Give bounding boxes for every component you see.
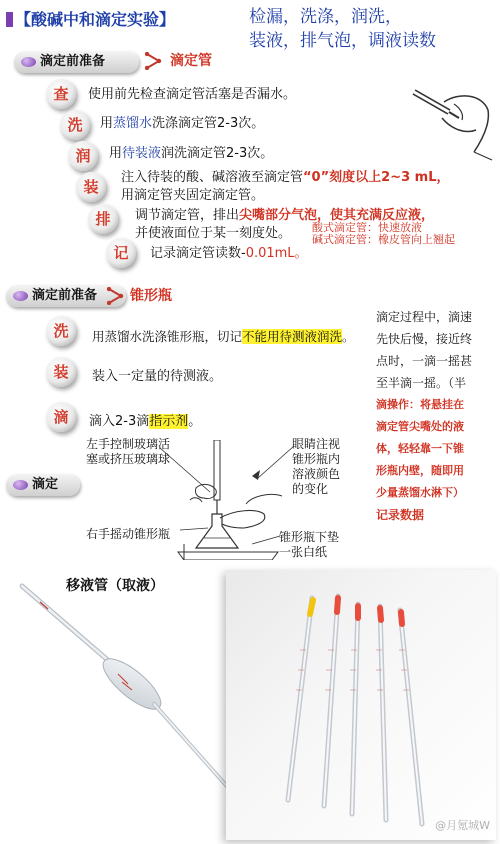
tip-bold-line: 少量蒸馏水淋下） bbox=[376, 486, 464, 499]
step-check-text: 使用前先检查滴定管活塞是否漏水。 bbox=[88, 87, 297, 102]
badge-check: 查 bbox=[46, 79, 76, 109]
step-flask-fill-text: 装入一定量的待测液。 bbox=[92, 369, 223, 384]
step-bubbles-line-1: 调节滴定管，排出尖嘴部分气泡，使其充满反应液， bbox=[135, 208, 435, 223]
burette-hand-illustration bbox=[404, 82, 494, 162]
section-pill-burette-prep: 滴定前准备 bbox=[14, 51, 139, 73]
tip-line: 至半滴一摇。（半 bbox=[376, 376, 467, 390]
tip-bold-line: 滴定管尖嘴处的液 bbox=[376, 420, 464, 433]
badge-rinse: 润 bbox=[68, 141, 98, 171]
branch-icon bbox=[107, 287, 129, 305]
diagram-label-white-paper: 锥形瓶下垫 一张白纸 bbox=[279, 530, 340, 559]
tag-burette: 滴定管 bbox=[170, 53, 212, 69]
note-acid-burette: 酸式滴定管：快速放液 bbox=[312, 221, 422, 234]
badge-wash: 洗 bbox=[60, 110, 90, 140]
diagram-label-left-hand: 左手控制玻璃活 塞或挤压玻璃球 bbox=[86, 437, 171, 466]
section-pill-titration: 滴定 bbox=[6, 474, 80, 496]
step-record-text: 记录滴定管读数-0.01mL。 bbox=[150, 246, 308, 261]
section-pill-flask-prep: 滴定前准备 bbox=[6, 285, 126, 307]
tip-line: 滴定过程中，滴速 bbox=[376, 310, 473, 324]
tip-bold-line: 滴操作：将悬挂在 bbox=[376, 398, 464, 411]
steps-line-1: 检漏，洗涤，润洗， bbox=[249, 7, 402, 27]
note-base-burette: 碱式滴定管：橡皮管向上翘起 bbox=[312, 233, 455, 246]
step-indicator-text: 滴入2-3滴指示剂。 bbox=[89, 414, 202, 429]
badge-fill: 装 bbox=[76, 172, 106, 202]
pipettes-icon bbox=[226, 570, 496, 840]
title-marker bbox=[6, 12, 13, 27]
tip-line: 先快后慢，接近终 bbox=[376, 332, 473, 346]
tip-bold-line: 形瓶内壁，随即用 bbox=[376, 464, 464, 477]
step-fill-line-2: 用滴定管夹固定滴定管。 bbox=[121, 188, 265, 203]
branch-icon bbox=[145, 52, 167, 70]
watermark: @月氪城W bbox=[435, 819, 490, 832]
step-wash-text: 用蒸馏水洗涤滴定管2-3次。 bbox=[100, 116, 265, 131]
graduated-pipettes-photo bbox=[226, 570, 496, 840]
step-bubbles-line-2: 并使液面位于某一刻度处。 bbox=[135, 226, 292, 241]
diagram-label-eyes: 眼睛注视 锥形瓶内 溶液颜色 的变化 bbox=[292, 437, 341, 496]
diagram-label-right-hand: 右手摇动锥形瓶 bbox=[86, 527, 171, 541]
page-title: 【酸碱中和滴定实验】 bbox=[6, 10, 175, 30]
badge-bubbles: 排 bbox=[88, 204, 118, 234]
titration-illustration bbox=[160, 440, 295, 560]
tip-line: 点时，一滴一摇甚 bbox=[376, 354, 473, 368]
badge-flask-wash: 洗 bbox=[46, 316, 76, 346]
tag-flask: 锥形瓶 bbox=[130, 288, 172, 304]
record-data-label: 记录数据 bbox=[376, 508, 425, 522]
badge-flask-fill: 装 bbox=[46, 357, 76, 387]
step-fill-line-1: 注入待装的酸、碱溶液至滴定管“0”刻度以上2~3 mL， bbox=[121, 170, 450, 185]
badge-record: 记 bbox=[106, 238, 136, 268]
pill-dot-icon bbox=[21, 57, 36, 67]
pipette-section-title: 移液管（取液） bbox=[66, 578, 164, 594]
pill-dot-icon bbox=[13, 291, 28, 301]
steps-line-2: 装液，排气泡，调液读数 bbox=[249, 31, 436, 51]
badge-indicator: 滴 bbox=[46, 402, 76, 432]
titration-tip-note bbox=[376, 306, 498, 526]
step-flask-wash-text: 用蒸馏水洗涤锥形瓶，切记不能用待测液润洗。 bbox=[92, 329, 355, 344]
tip-bold-line: 体，轻轻靠一下锥 bbox=[376, 442, 464, 455]
pill-dot-icon bbox=[13, 480, 28, 490]
step-rinse-text: 用待装液润洗滴定管2-3次。 bbox=[109, 146, 274, 161]
